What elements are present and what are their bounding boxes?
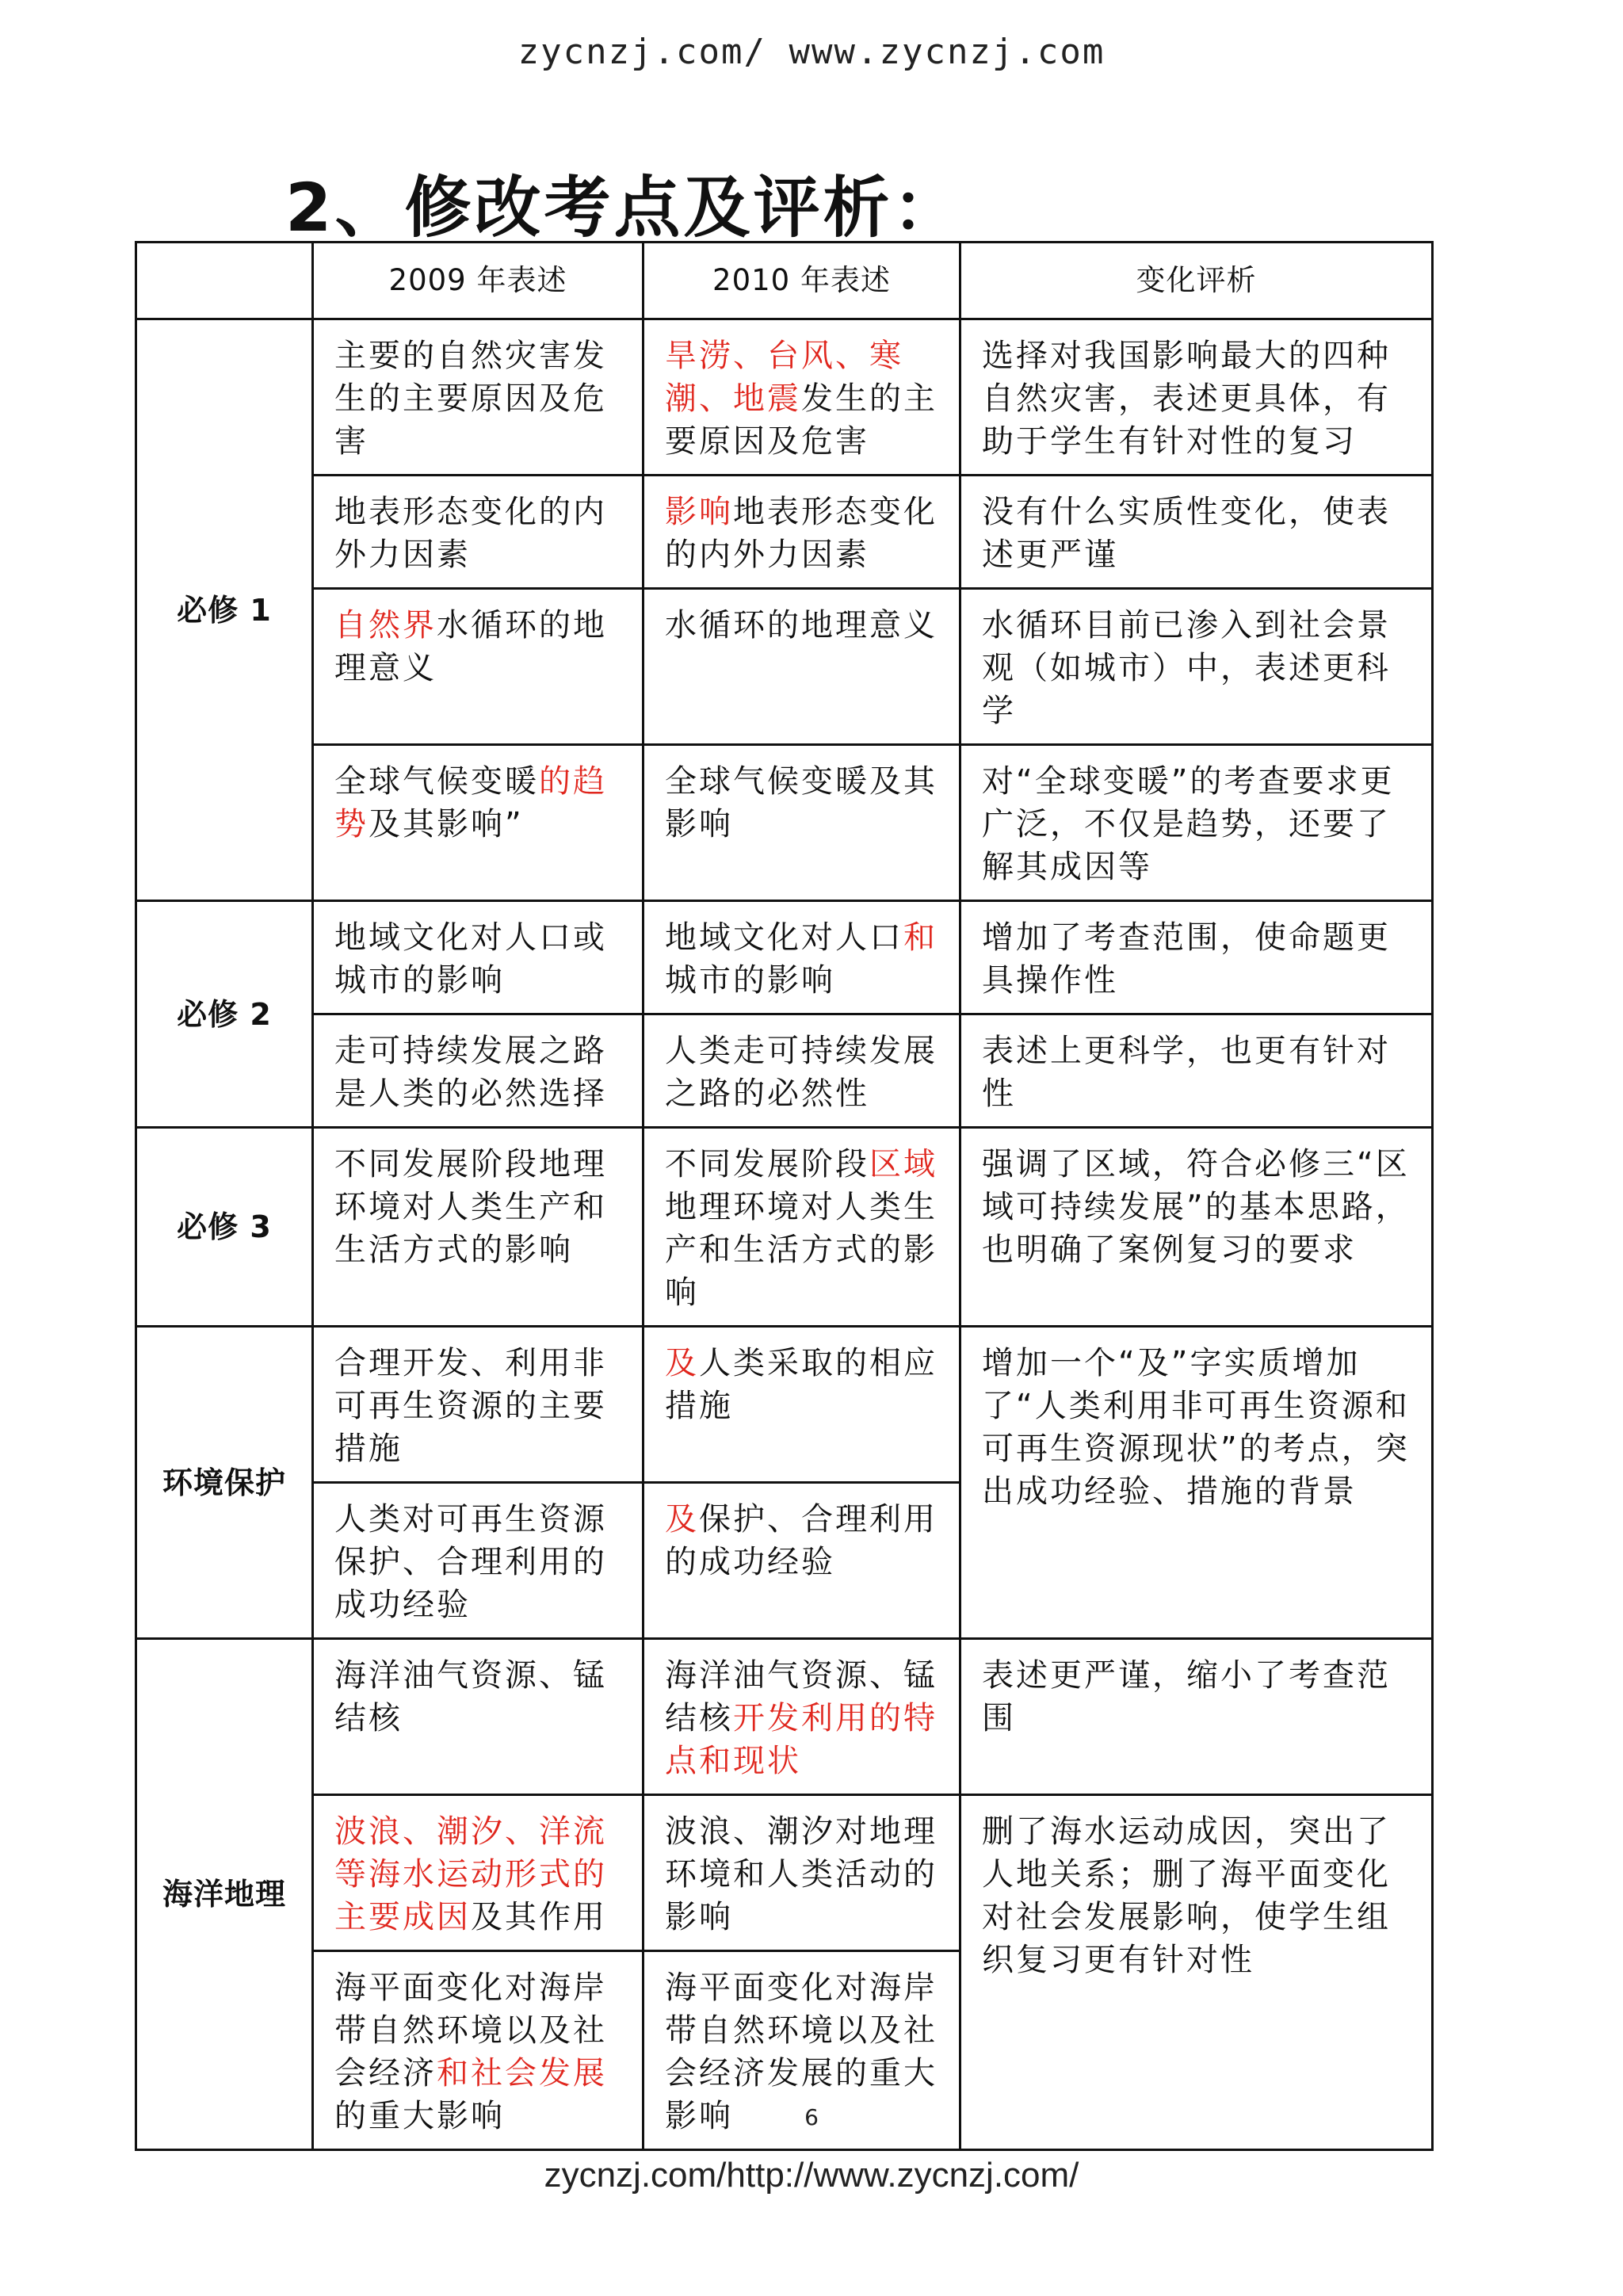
cell-text: 发生的主要原因及危害 — [665, 380, 938, 460]
cell-text: 及其作用 — [471, 1899, 607, 1935]
cell-2009 — [313, 1639, 643, 1795]
topic-cell: 必修 1 — [136, 319, 313, 901]
cell-text: 海平面变化对海岸带自然环境以及社会经济发展的重大影响 — [665, 1969, 938, 2134]
cell-2009 — [313, 1483, 643, 1639]
cell-text: 全球气候变暖 — [334, 763, 539, 800]
cell-2009 — [313, 1795, 643, 1951]
cell-2010 — [643, 1128, 960, 1327]
highlighted-text: 开发利用的特点和现状 — [665, 1700, 938, 1779]
cell-text: 地表形态变化的内外力因素 — [334, 494, 607, 573]
cell-2010 — [643, 901, 960, 1014]
topic-cell: 必修 2 — [136, 901, 313, 1128]
cell-text: 人类走可持续发展之路的必然性 — [665, 1033, 938, 1112]
cell-2010 — [643, 1483, 960, 1639]
highlighted-text: 自然界 — [334, 607, 437, 644]
cell-2010 — [643, 589, 960, 745]
table-row — [136, 1795, 1433, 1951]
review-cell: 表述更严谨，缩小了考查范围 — [960, 1639, 1433, 1795]
review-cell: 强调了区域，符合必修三“区域可持续发展”的基本思路，也明确了案例复习的要求 — [960, 1128, 1433, 1327]
header-review: 变化评析 — [960, 243, 1433, 319]
table-header-row — [136, 243, 1433, 319]
page-number: 6 — [804, 2104, 819, 2130]
cell-text: 人类对可再生资源保护、合理利用的成功经验 — [334, 1501, 607, 1623]
highlighted-text: 旱涝、台风、寒潮、地震 — [665, 338, 903, 417]
cell-2009 — [313, 319, 643, 476]
cell-text: 全球气候变暖及其影响 — [665, 763, 938, 842]
header-2010: 2010 年表述 — [643, 243, 960, 319]
review-cell: 水循环目前已渗入到社会景观（如城市）中，表述更科学 — [960, 589, 1433, 745]
header-topic — [136, 243, 313, 319]
cell-text: 主要的自然灾害发生的主要原因及危害 — [334, 338, 607, 460]
highlighted-text: 影响 — [665, 494, 733, 530]
cell-2009 — [313, 589, 643, 745]
cell-text: 地表形态变化的内外力因素 — [665, 494, 938, 573]
cell-2009 — [313, 1128, 643, 1327]
header-2009: 2009 年表述 — [313, 243, 643, 319]
review-cell: 增加一个“及”字实质增加了“人类利用非可再生资源和可再生资源现状”的考点，突出成功经验、措施的背景 — [960, 1327, 1433, 1639]
table-row — [136, 476, 1433, 589]
cell-2010 — [643, 1795, 960, 1951]
highlighted-text: 和 — [903, 919, 938, 956]
table-row — [136, 745, 1433, 901]
review-cell: 没有什么实质性变化，使表述更严谨 — [960, 476, 1433, 589]
highlighted-text: 波浪、潮汐、洋流等海水运动形式的主要成因 — [334, 1813, 607, 1935]
cell-2010 — [643, 319, 960, 476]
cell-text: 海洋油气资源、锰结核 — [334, 1657, 607, 1736]
cell-text: 地理环境对人类生产和生活方式的影响 — [665, 1189, 938, 1311]
cell-text: 保护、合理利用的成功经验 — [665, 1501, 938, 1580]
section-title: 2、修改考点及评析： — [285, 169, 963, 246]
cell-text: 走可持续发展之路是人类的必然选择 — [334, 1033, 607, 1112]
table-row — [136, 1014, 1433, 1128]
topic-cell: 海洋地理 — [136, 1639, 313, 2150]
cell-2010 — [643, 1327, 960, 1483]
highlighted-text: 区域 — [869, 1146, 938, 1182]
table-row — [136, 901, 1433, 1014]
cell-2009 — [313, 476, 643, 589]
highlighted-text: 的趋势 — [334, 763, 607, 842]
cell-text: 不同发展阶段 — [665, 1146, 869, 1182]
topic-cell: 环境保护 — [136, 1327, 313, 1639]
review-cell: 对“全球变暖”的考查要求更广泛，不仅是趋势，还要了解其成因等 — [960, 745, 1433, 901]
header-url: zycnzj.com/ www.zycnzj.com — [517, 32, 1106, 72]
review-cell: 增加了考查范围，使命题更具操作性 — [960, 901, 1433, 1014]
cell-2010 — [643, 1014, 960, 1128]
cell-text: 水循环的地理意义 — [665, 607, 938, 644]
comparison-table — [135, 241, 1434, 2151]
review-cell: 删了海水运动成因，突出了人地关系；删了海平面变化对社会发展影响，使学生组织复习更有针对性 — [960, 1795, 1433, 2150]
cell-text: 人类采取的相应措施 — [665, 1345, 938, 1424]
review-cell: 选择对我国影响最大的四种自然灾害，表述更具体，有助于学生有针对性的复习 — [960, 319, 1433, 476]
cell-text: 海洋油气资源、锰结核 — [665, 1657, 938, 1736]
cell-2009 — [313, 1327, 643, 1483]
table-row — [136, 1639, 1433, 1795]
cell-2009 — [313, 745, 643, 901]
cell-text: 海平面变化对海岸带自然环境以及社会经济 — [334, 1969, 607, 2092]
cell-text: 地域文化对人口 — [665, 919, 903, 956]
cell-text: 的重大影响 — [334, 2098, 505, 2134]
table-row — [136, 589, 1433, 745]
cell-2010 — [643, 476, 960, 589]
table-row — [136, 1327, 1433, 1483]
cell-text: 水循环的地理意义 — [334, 607, 607, 686]
cell-text: 地域文化对人口或城市的影响 — [334, 919, 607, 999]
cell-text: 不同发展阶段地理环境对人类生产和生活方式的影响 — [334, 1146, 607, 1268]
cell-2010 — [643, 1639, 960, 1795]
highlighted-text: 及 — [665, 1501, 699, 1538]
topic-cell: 必修 3 — [136, 1128, 313, 1327]
cell-2009 — [313, 901, 643, 1014]
cell-text: 城市的影响 — [665, 962, 835, 999]
footer-url: zycnzj.com/http://www.zycnzj.com/ — [544, 2156, 1079, 2195]
table-body — [136, 319, 1433, 2150]
table-row — [136, 319, 1433, 476]
highlighted-text: 和社会发展 — [437, 2055, 607, 2092]
table-row — [136, 1128, 1433, 1327]
review-cell: 表述上更科学，也更有针对性 — [960, 1014, 1433, 1128]
cell-2010 — [643, 745, 960, 901]
highlighted-text: 及 — [665, 1345, 699, 1381]
cell-text: 合理开发、利用非可再生资源的主要措施 — [334, 1345, 607, 1467]
cell-text: 波浪、潮汐对地理环境和人类活动的影响 — [665, 1813, 938, 1935]
cell-2009 — [313, 1014, 643, 1128]
cell-text: 及其影响” — [369, 806, 524, 842]
